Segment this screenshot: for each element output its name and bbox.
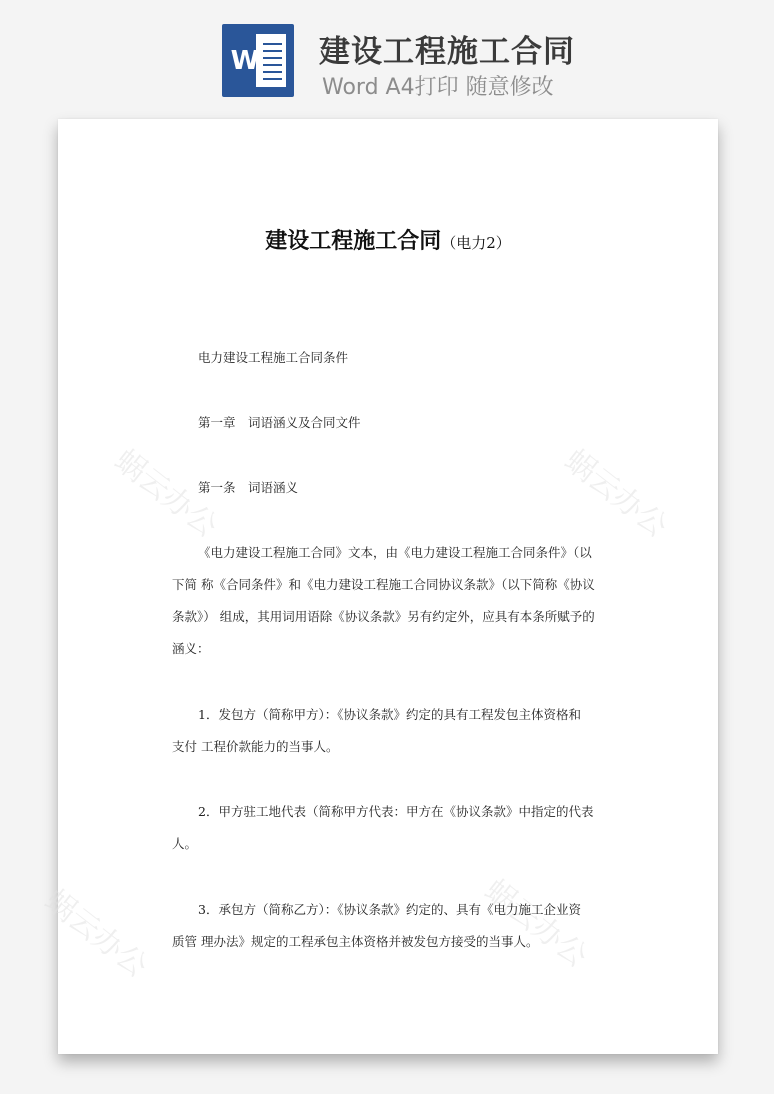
watermark: 蜗云办公	[37, 883, 154, 985]
watermark: 蜗云办公	[557, 443, 674, 545]
paragraph-line: 条款》） 组成，其用词用语除《协议条款》另有约定外，应具有本条所赋予的	[172, 609, 595, 624]
definition-item: 质管 理办法》规定的工程承包主体资格并被发包方接受的当事人。	[172, 934, 539, 949]
definition-item: 1．发包方（简称甲方）：《协议条款》约定的具有工程发包主体资格和	[198, 707, 581, 722]
document-page	[37, 119, 718, 1054]
paragraph-line: 《电力建设工程施工合同》文本，由《电力建设工程施工合同条件》（以	[198, 545, 592, 560]
word-app-icon	[222, 24, 294, 97]
definition-item: 2．甲方驻工地代表（简称甲方代表：甲方在《协议条款》中指定的代表	[198, 804, 594, 819]
header-subtitle: Word A4打印 随意修改	[322, 75, 554, 100]
definition-item: 支付 工程价款能力的当事人。	[172, 739, 339, 754]
watermark: 蜗云办公	[477, 873, 594, 975]
promo-header	[0, 0, 774, 118]
definition-item: 3．承包方（简称乙方）：《协议条款》约定的、具有《电力施工企业资	[198, 902, 581, 917]
section-heading: 电力建设工程施工合同条件	[198, 350, 349, 365]
document-title-suffix: （电力2）	[441, 234, 511, 252]
document-title	[58, 224, 718, 255]
paragraph-line: 涵义：	[172, 641, 210, 656]
article-heading: 第一条 词语涵义	[198, 480, 299, 495]
watermark: 蜗云办公	[107, 443, 224, 545]
word-icon-page	[256, 34, 286, 87]
definition-item: 人。	[172, 836, 198, 851]
document-title-main: 建设工程施工合同	[265, 229, 442, 254]
header-title: 建设工程施工合同	[319, 34, 575, 70]
paragraph-line: 下简 称《合同条件》和《电力建设工程施工合同协议条款》（以下简称《协议	[172, 577, 595, 592]
chapter-heading: 第一章 词语涵义及合同文件	[198, 415, 361, 430]
word-icon-letter: W	[230, 46, 260, 76]
